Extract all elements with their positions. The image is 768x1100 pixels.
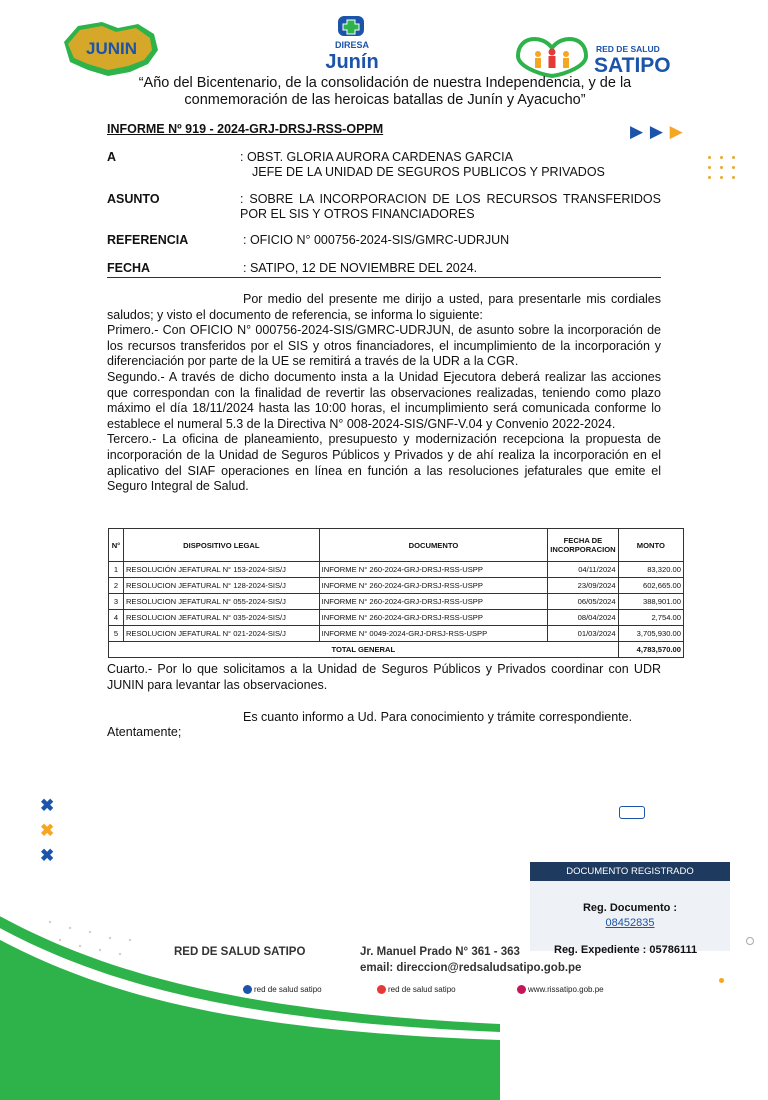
table-row (109, 626, 684, 642)
referencia-value: : OFICIO N° 000756-2024-SIS/GMRC-UDRJUN (243, 233, 510, 247)
total-value: 4,783,570.00 (618, 642, 683, 658)
after-table-text (107, 662, 661, 693)
web-icon (517, 985, 526, 994)
footer-youtube[interactable] (377, 985, 456, 994)
table-total-row (109, 642, 684, 658)
cell-number: 2 (109, 578, 124, 594)
col-header-monto: MONTO (618, 529, 683, 562)
cell-fecha: 06/05/2024 (548, 594, 618, 610)
cell-number: 4 (109, 610, 124, 626)
play-arrow-icon: ▶ (630, 122, 645, 141)
cell-monto: 83,320.00 (618, 562, 683, 578)
reg-expediente: Reg. Expediente : 05786111 (554, 944, 698, 956)
x-mark-icon: ✖ (40, 796, 55, 815)
closing-sentence: Es cuanto informo a Ud. Para conocimiento y trámite correspondiente. (243, 710, 633, 724)
stamp-header: DOCUMENTO REGISTRADO (530, 862, 730, 881)
reg-documento-label: Reg. Documento : (582, 902, 678, 914)
year-phrase: “Año del Bicentenario, de la consolidación de nuestra Independencia, y de la conmemoración de las heroicas batallas de Junín y Ayacucho” (138, 75, 632, 108)
cell-documento: INFORME N° 260-2024-GRJ-DRSJ-RSS-USPP (319, 610, 548, 626)
tercero-paragraph: Tercero.- La oficina de planeamiento, presupuesto y modernización recepciona la propuesta de incorporación de la Unidad de Seguros Públicos y Privados y de ahí realiza la incorporación en el aplicativo del SIAF operaciones en línea en función a las resoluciones jefaturales que emite el Seguro Integral de Salud. (107, 432, 661, 494)
table-row (109, 562, 684, 578)
intro-paragraph: Por medio del presente me dirijo a usted, para presentarle mis cordiales saludos; y visto el documento de referencia, se informa lo siguiente: (107, 292, 661, 322)
dot-grid-decoration (708, 156, 740, 186)
satipo-logo (512, 32, 694, 78)
referencia-label: REFERENCIA (107, 233, 189, 247)
segundo-paragraph: Segundo.- A través de dicho documento insta a la Unidad Ejecutora deberá realizar las acciones que correspondan con la finalidad de revertir las observaciones realizadas, teniendo como plazo máximo el día 18/11/2024 hasta las 10:00 horas, el incumplimiento será comunicada conforme lo establece el numeral 5.3 de la Directiva N° 008-2024-SIS/GNF-V.04 y Convenio 2022-2024. (107, 369, 661, 431)
cell-dispositivo: RESOLUCIÓN JEFATURAL N° 153-2024-SIS/J (123, 562, 319, 578)
cell-documento: INFORME N° 0049-2024-GRJ-DRSJ-RSS-USPP (319, 626, 548, 642)
x-mark-icon: ✖ (40, 846, 55, 865)
fecha-value: : SATIPO, 12 DE NOVIEMBRE DEL 2024. (243, 261, 478, 275)
satipo-logo-top: RED DE SALUD (596, 44, 660, 54)
a-value-position: JEFE DE LA UNIDAD DE SEGUROS PUBLICOS Y PRIVADOS (252, 165, 605, 179)
cuarto-paragraph: Cuarto.- Por lo que solicitamos a la Unidad de Seguros Públicos y Privados coordinar con UDR JUNIN para levantar las observaciones. (107, 662, 661, 692)
a-label: A (107, 150, 117, 164)
cell-monto: 3,705,930.00 (618, 626, 683, 642)
youtube-label: red de salud satipo (388, 985, 456, 994)
footer-email[interactable]: email: direccion@redsaludsatipo.gob.pe (360, 962, 582, 974)
cell-documento: INFORME N° 260-2024-GRJ-DRSJ-RSS-USPP (319, 578, 548, 594)
header-divider (107, 277, 661, 278)
footer-org-name: RED DE SALUD SATIPO (174, 946, 306, 958)
diresa-logo-top: DIRESA (334, 40, 370, 50)
youtube-icon (377, 985, 386, 994)
circle-decoration (746, 937, 754, 945)
table-header-row (109, 529, 684, 562)
col-header-fecha: FECHA DE INCORPORACION (548, 529, 618, 562)
cell-monto: 602,665.00 (618, 578, 683, 594)
col-header-documento: DOCUMENTO (319, 529, 548, 562)
reg-documento-link[interactable]: 08452835 (605, 917, 655, 929)
cell-fecha: 23/09/2024 (548, 578, 618, 594)
informe-title: INFORME Nº 919 - 2024-GRJ-DRSJ-RSS-OPPM (107, 122, 384, 136)
registration-stamp (530, 862, 730, 972)
satipo-logo-main: SATIPO (594, 54, 671, 77)
junin-logo-text: JUNIN (86, 39, 138, 58)
footer-web[interactable] (517, 985, 604, 994)
cell-monto: 388,901.00 (618, 594, 683, 610)
cell-dispositivo: RESOLUCION JEFATURAL N° 021-2024-SIS/J (123, 626, 319, 642)
stamp-body (530, 881, 730, 951)
facebook-icon (243, 985, 252, 994)
arrow-decoration (630, 122, 684, 142)
cell-dispositivo: RESOLUCION JEFATURAL N° 055-2024-SIS/J (123, 594, 319, 610)
cell-number: 3 (109, 594, 124, 610)
a-value-name: : OBST. GLORIA AURORA CARDENAS GARCIA (240, 150, 513, 164)
footer-address: Jr. Manuel Prado N° 361 - 363 (360, 946, 520, 958)
junin-logo (58, 20, 162, 78)
x-mark-icon: ✖ (40, 821, 55, 840)
facebook-label: red de salud satipo (254, 985, 322, 994)
col-header-dispositivo: DISPOSITIVO LEGAL (123, 529, 319, 562)
cell-number: 5 (109, 626, 124, 642)
asunto-value: : SOBRE LA INCORPORACION DE LOS RECURSOS TRANSFERIDOS POR EL SIS Y OTROS FINANCIADORES (240, 192, 661, 221)
cell-documento: INFORME N° 260-2024-GRJ-DRSJ-RSS-USPP (319, 594, 548, 610)
play-arrow-icon: ▶ (669, 122, 684, 141)
cell-fecha: 04/11/2024 (548, 562, 618, 578)
body-text (107, 292, 661, 495)
primero-paragraph: Primero.- Con OFICIO N° 000756-2024-SIS/GMRC-UDRJUN, de asunto sobre la incorporación de los recursos transferidos por el SIS y otros financiadores, el incumplimiento de la incorporación y diferenciación por parte de la UE se remitirá a través de la UDR a la CGR. (107, 323, 661, 369)
diresa-logo (318, 14, 386, 76)
fecha-label: FECHA (107, 261, 151, 275)
cell-dispositivo: RESOLUCION JEFATURAL N° 128-2024-SIS/J (123, 578, 319, 594)
table-row (109, 594, 684, 610)
atentamente: Atentamente; (107, 725, 182, 739)
diresa-logo-main: Junín (325, 51, 379, 73)
table-row (109, 610, 684, 626)
rounded-rect-decoration (619, 806, 645, 819)
asunto-label: ASUNTO (107, 192, 160, 206)
incorporation-table (108, 528, 684, 658)
play-arrow-icon: ▶ (649, 122, 664, 141)
web-label: www.rissatipo.gob.pe (528, 985, 604, 994)
col-header-number: N° (109, 529, 124, 562)
footer-facebook[interactable] (243, 985, 322, 994)
cell-fecha: 08/04/2024 (548, 610, 618, 626)
cell-fecha: 01/03/2024 (548, 626, 618, 642)
orange-dot-decoration (719, 978, 724, 983)
table-row (109, 578, 684, 594)
cell-monto: 2,754.00 (618, 610, 683, 626)
cell-dispositivo: RESOLUCION JEFATURAL N° 035-2024-SIS/J (123, 610, 319, 626)
total-label: TOTAL GENERAL (109, 642, 619, 658)
cell-number: 1 (109, 562, 124, 578)
cell-documento: INFORME N° 260-2024-GRJ-DRSJ-RSS-USPP (319, 562, 548, 578)
